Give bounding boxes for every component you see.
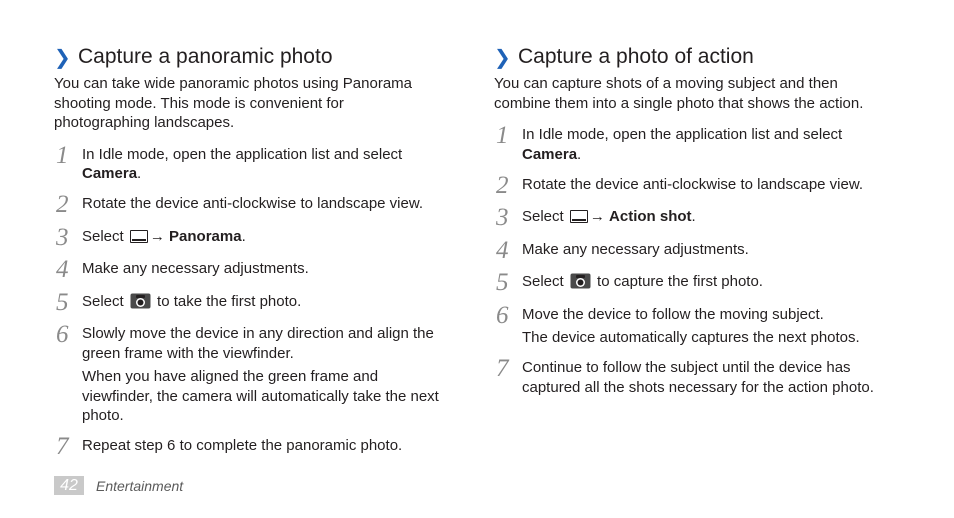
step-1 — [494, 122, 894, 164]
step-2 — [494, 171, 894, 199]
step-3 — [494, 204, 894, 231]
steps-list — [54, 141, 464, 460]
heading-text: Capture a panoramic photo — [78, 45, 333, 68]
chevron-right-icon: ❯ — [494, 46, 511, 69]
step-4 — [54, 256, 464, 283]
step-number: 7 — [56, 433, 69, 460]
step-text: Continue to follow the subject until the device has — [522, 359, 851, 376]
step-text: Rotate the device anti-clockwise to landscape view. — [522, 175, 864, 193]
bold-term: Panorama — [169, 227, 242, 245]
step-number: 1 — [496, 122, 509, 149]
page-footer — [54, 476, 183, 495]
chevron-right-icon: ❯ — [54, 46, 71, 69]
step-number: 4 — [56, 256, 69, 283]
step-number: 6 — [56, 321, 69, 348]
step-text: In Idle mode, open the application list and select — [522, 126, 843, 143]
bold-term: Camera — [82, 165, 138, 182]
step-number: 6 — [496, 301, 509, 329]
steps-list — [494, 122, 894, 397]
intro-paragraph — [54, 74, 464, 133]
intro-line: shooting mode. This mode is convenient for — [54, 94, 344, 112]
step-text: Select — [522, 208, 564, 225]
left-column — [54, 42, 464, 469]
right-column — [494, 42, 894, 408]
step-text: captured all the shots necessary for the action photo. — [522, 378, 874, 396]
heading-text: Capture a photo of action — [518, 45, 754, 68]
camera-shutter-icon — [130, 293, 151, 309]
step-6 — [54, 321, 464, 426]
intro-paragraph — [494, 74, 894, 113]
section-heading-panorama — [54, 42, 464, 72]
step-text: Make any necessary adjustments. — [82, 260, 309, 277]
step-text: Move the device to follow the moving subject. — [522, 305, 824, 323]
menu-key-icon — [570, 210, 588, 223]
step-number: 7 — [496, 355, 509, 382]
arrow: → — [149, 227, 165, 245]
bold-term: Action shot — [609, 208, 692, 225]
step-4 — [494, 236, 894, 264]
step-text: green frame with the viewfinder. — [82, 344, 294, 362]
bold-term: Camera — [522, 145, 578, 163]
intro-line: photographing landscapes. — [54, 114, 235, 131]
step-text: Rotate the device anti-clockwise to landscape view. — [82, 195, 424, 212]
step-text: Repeat step 6 to complete the panoramic photo. — [82, 437, 403, 454]
step-text: Select — [82, 292, 124, 310]
step-2 — [54, 191, 464, 218]
camera-shutter-icon — [570, 273, 591, 289]
step-text: to capture the first photo. — [597, 273, 763, 290]
step-5 — [54, 288, 464, 316]
punctuation: . — [577, 145, 582, 163]
step-text: to take the first photo. — [157, 292, 302, 310]
section-name: Entertainment — [96, 477, 184, 494]
step-note: The device automatically captures the next photos. — [522, 329, 860, 346]
step-number: 1 — [56, 141, 69, 169]
step-note: viewfinder, the camera will automatically take the next — [82, 387, 439, 405]
step-number: 5 — [496, 269, 509, 296]
step-7 — [54, 433, 464, 460]
step-number: 2 — [56, 191, 69, 218]
section-heading-action — [494, 42, 894, 72]
step-1 — [54, 141, 464, 184]
step-text: Slowly move the device in any direction and align the — [82, 325, 434, 342]
step-number: 3 — [496, 204, 509, 231]
step-number: 5 — [56, 288, 69, 316]
arrow: → — [589, 208, 605, 225]
step-6 — [494, 301, 894, 348]
intro-line: You can take wide panoramic photos using Panorama — [54, 75, 413, 92]
step-note: photo. — [82, 407, 124, 424]
step-number: 2 — [496, 171, 509, 199]
punctuation: . — [241, 227, 246, 245]
step-number: 3 — [56, 223, 69, 251]
step-5 — [494, 269, 894, 296]
step-note: When you have aligned the green frame and — [82, 368, 379, 385]
punctuation: . — [691, 208, 696, 225]
punctuation: . — [137, 165, 142, 182]
page-number-badge: 42 — [54, 476, 84, 495]
step-text: Select — [82, 227, 124, 245]
intro-line: You can capture shots of a moving subject and then — [494, 75, 838, 92]
step-text: In Idle mode, open the application list and select — [82, 145, 403, 163]
intro-line: combine them into a single photo that shows the action. — [494, 94, 864, 112]
step-7 — [494, 355, 894, 397]
step-number: 4 — [496, 236, 509, 264]
step-text: Make any necessary adjustments. — [522, 240, 749, 258]
menu-key-icon — [130, 230, 148, 243]
step-3 — [54, 223, 464, 251]
step-text: Select — [522, 273, 564, 290]
